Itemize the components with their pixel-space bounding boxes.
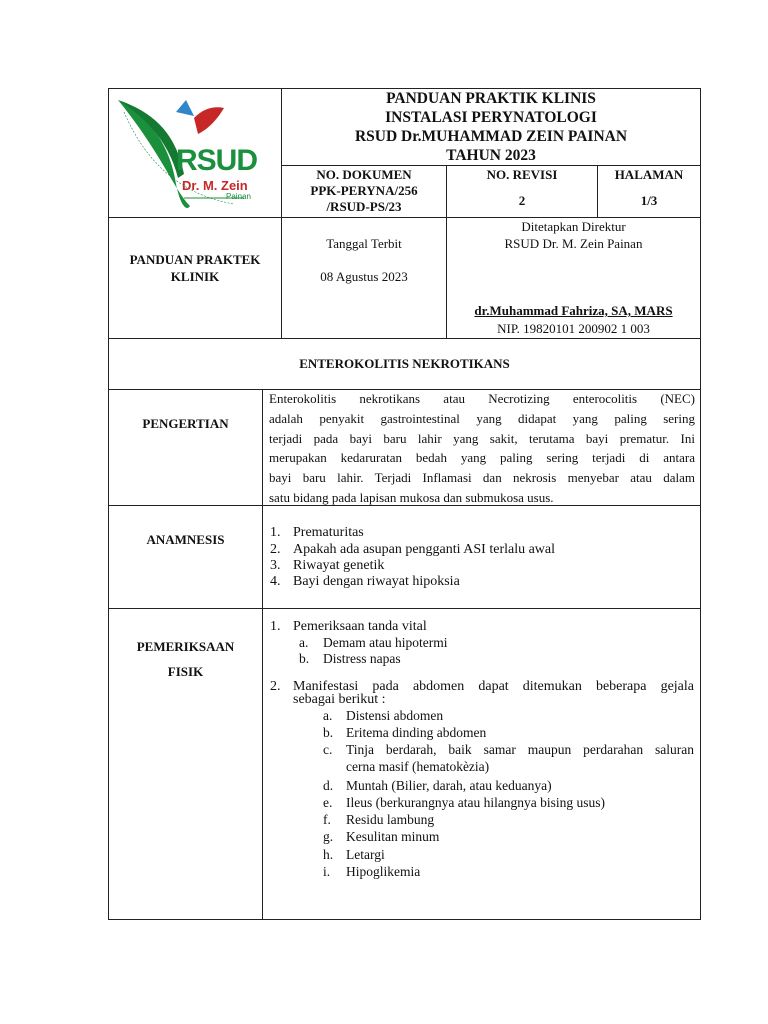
doc-number-value-1: PPK-PERYNA/256 [310, 183, 418, 198]
director-nip: NIP. 19820101 200902 1 003 [497, 321, 650, 336]
pengertian-line: satu bidang pada lapisan mukosa dan submukosa usus. [269, 489, 554, 505]
approved-line-1: Ditetapkan Direktur [521, 219, 626, 234]
sub-item: Ileus (berkurangnya atau hilangnya bising usus) [346, 795, 606, 810]
pengertian-label: PENGERTIAN [142, 416, 229, 431]
sub-letter: h. [323, 847, 334, 862]
pengertian-line: Enterokolitis nekrotikans atau Necrotizing enterocolitis (NEC) [269, 391, 695, 406]
title-line-3: RSUD Dr.MUHAMMAD ZEIN PAINAN [354, 128, 628, 145]
sub-item: Distress napas [323, 651, 401, 666]
divider-meta [108, 217, 701, 218]
hospital-logo [114, 94, 276, 212]
border-left [108, 88, 109, 920]
title-line-1: PANDUAN PRAKTIK KLINIS [386, 90, 596, 107]
doc-number-cell [282, 167, 446, 215]
sub-item: Demam atau hipotermi [323, 635, 448, 650]
anamnesis-label: ANAMNESIS [146, 532, 225, 547]
guide-title-line-1: PANDUAN PRAKTEK [129, 252, 261, 267]
sub-letter: b. [323, 725, 334, 740]
guide-title-line-2: KLINIK [170, 269, 220, 284]
list-number: 2. [270, 679, 281, 694]
sub-item: Tinja berdarah, baik samar maupun perdarahan saluran [346, 742, 694, 757]
title-line-4: TAHUN 2023 [446, 147, 536, 164]
director-name: dr.Muhammad Fahriza, SA, MARS [474, 303, 673, 318]
list-number: 1. [270, 619, 281, 634]
list-item: Riwayat genetik [293, 558, 385, 573]
sub-letter: e. [323, 795, 333, 810]
divider-section [108, 338, 701, 339]
issued-label: Tanggal Terbit [326, 236, 402, 251]
sub-item-continued: cerna masif (hematokèzia) [346, 759, 490, 774]
sub-letter: c. [323, 742, 333, 757]
sub-item: Letargi [346, 847, 385, 862]
pemeriksaan-label-line-2: FISIK [167, 664, 204, 679]
pemeriksaan-label-line-1: PEMERIKSAAN [136, 639, 235, 654]
sub-letter: g. [323, 829, 334, 844]
logo-text-city: Painan [226, 192, 251, 201]
border-right [700, 88, 701, 920]
list-number: 3. [270, 558, 281, 573]
sub-item: Residu lambung [346, 812, 435, 827]
list-item: Manifestasi pada abdomen dapat ditemukan beberapa gejala [293, 679, 694, 694]
page-label: HALAMAN [614, 167, 684, 182]
pemeriksaan-label [109, 634, 262, 684]
pengertian-line: merupakan kedaruratan bedah yang paling sering terjadi di antara [269, 450, 695, 466]
list-item: Prematuritas [293, 525, 364, 540]
sub-item: Muntah (Bilier, darah, atau keduanya) [346, 778, 552, 793]
sub-letter: a. [299, 635, 309, 650]
list-item-continued: sebagai berikut : [293, 692, 386, 707]
list-number: 4. [270, 574, 281, 589]
sub-item: Hipoglikemia [346, 864, 421, 879]
revision-value: 2 [518, 193, 526, 208]
issued-date: 08 Agustus 2023 [320, 269, 408, 284]
sub-letter: f. [323, 812, 331, 827]
page-value: 1/3 [640, 193, 658, 208]
pengertian-line: terjadi pada bayi baru lahir yang sakit, terutama bayi prematur. Ini [269, 430, 695, 446]
doc-number-label: NO. DOKUMEN [316, 167, 412, 182]
sub-item: Eritema dinding abdomen [346, 725, 487, 740]
pengertian-text [269, 389, 695, 508]
sub-letter: b. [299, 651, 310, 666]
title-line-2: INSTALASI PERYNATOLOGI [385, 109, 597, 126]
list-number: 2. [270, 542, 281, 557]
approved-line-2: RSUD Dr. M. Zein Painan [504, 236, 643, 251]
logo-text-rsud: RSUD [176, 144, 258, 177]
list-item: Bayi dengan riwayat hipoksia [293, 574, 460, 589]
guide-title [109, 251, 281, 285]
sub-letter: i. [323, 864, 331, 879]
divider-label-col [262, 389, 263, 920]
list-item: Apakah ada asupan pengganti ASI terlalu awal [293, 542, 556, 557]
border-bottom [108, 919, 701, 920]
logo-text-name: Dr. M. Zein [182, 178, 248, 193]
divider-title [281, 165, 701, 166]
list-number: 1. [270, 525, 281, 540]
revision-label: NO. REVISI [486, 167, 558, 182]
list-item: Pemeriksaan tanda vital [293, 619, 427, 634]
sub-letter: d. [323, 778, 334, 793]
doc-number-value-2: /RSUD-PS/23 [326, 199, 402, 214]
sub-letter: a. [323, 708, 333, 723]
divider-pemeriksaan [108, 608, 701, 609]
pengertian-line: adalah penyakit gastrointestinal yang didapat yang paling sering [269, 410, 695, 426]
document-title [282, 89, 700, 165]
section-title: ENTEROKOLITIS NEKROTIKANS [299, 356, 510, 371]
sub-item: Distensi abdomen [346, 708, 444, 723]
sub-item: Kesulitan minum [346, 829, 440, 844]
pengertian-line: bayi baru lahir. Terjadi Inflamasi dan nekrosis menyebar atau dalam [269, 470, 695, 486]
